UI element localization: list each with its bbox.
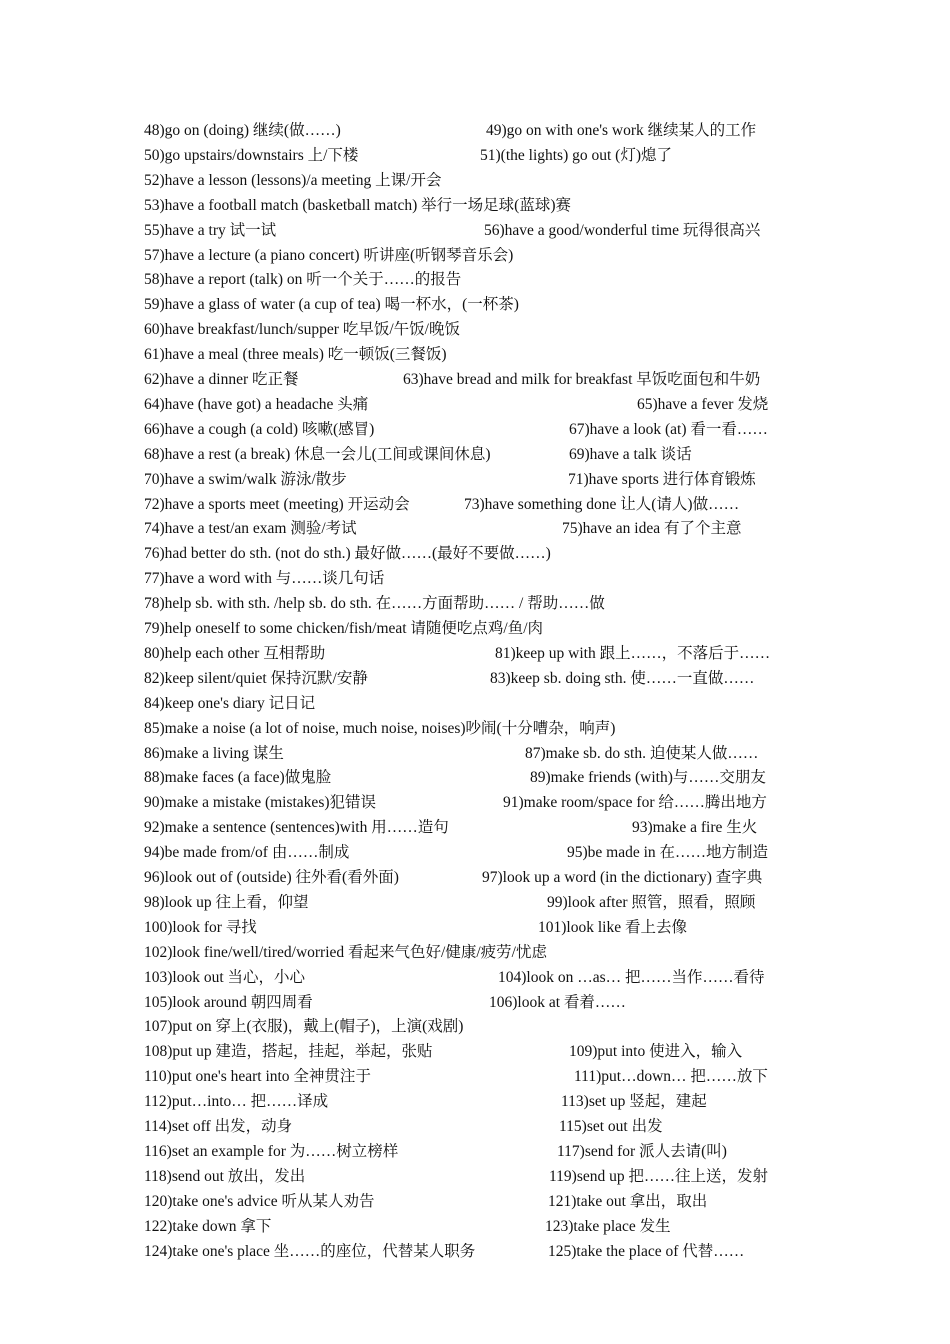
phrase-entry-right: 101)look like 看上去像	[538, 918, 687, 936]
phrase-entry-right: 93)make a fire 生火	[632, 819, 758, 837]
phrase-entry-right: 104)look on …as… 把……当作……看待	[498, 968, 765, 986]
phrase-entry-left: 53)have a football match (basketball match) 举行一场足球(蓝球)赛	[144, 196, 571, 214]
phrase-entry-right: 63)have bread and milk for breakfast 早饭吃面包和牛奶	[403, 371, 761, 388]
phrase-entry-left: 124)take one's place 坐……的座位，代替某人职务	[144, 1242, 476, 1260]
phrase-entry-left: 98)look up 往上看，仰望	[144, 893, 309, 911]
phrase-entry-left: 88)make faces (a face)做鬼脸	[144, 769, 332, 787]
phrase-entry-left: 64)have (have got) a headache 头痛	[144, 395, 369, 413]
phrase-entry-right: 99)look after 照管，照看，照顾	[547, 893, 756, 911]
phrase-entry-left: 80)help each other 互相帮助	[144, 644, 326, 662]
phrase-entry-right: 67)have a look (at) 看一看……	[569, 420, 768, 438]
phrase-entry-right: 111)put…down… 把……放下	[574, 1068, 768, 1086]
phrase-entry-left: 72)have a sports meet (meeting) 开运动会	[144, 495, 410, 513]
phrase-entry-left: 105)look around 朝四周看	[144, 993, 313, 1011]
phrase-entry-left: 114)set off 出发，动身	[144, 1118, 293, 1135]
phrase-entry-left: 102)look fine/well/tired/worried 看起来气色好/健康/疲劳/忧虑	[144, 943, 547, 961]
phrase-entry-left: 66)have a cough (a cold) 咳嗽(感冒)	[144, 420, 375, 438]
phrase-entry-left: 55)have a try 试一试	[144, 221, 277, 239]
phrase-entry-left: 118)send out 放出，发出	[144, 1167, 306, 1185]
phrase-entry-right: 97)look up a word (in the dictionary) 查字典	[482, 869, 763, 886]
phrase-entry-right: 69)have a talk 谈话	[569, 445, 692, 463]
phrase-entry-left: 79)help oneself to some chicken/fish/meat 请随便吃点鸡/鱼/肉	[144, 620, 544, 637]
phrase-entry-left: 59)have a glass of water (a cup of tea) 喝一杯水，(一杯茶)	[144, 296, 519, 314]
phrase-entry-left: 50)go upstairs/downstairs 上/下楼	[144, 146, 359, 164]
phrase-entry-left: 58)have a report (talk) on 听一个关于……的报告	[144, 271, 462, 289]
phrase-entry-right: 71)have sports 进行体育锻炼	[568, 470, 756, 488]
phrase-entry-left: 100)look for 寻找	[144, 918, 257, 936]
phrase-entry-left: 60)have breakfast/lunch/supper 吃早饭/午饭/晚饭	[144, 321, 460, 339]
phrase-entry-left: 52)have a lesson (lessons)/a meeting 上课/开会	[144, 171, 442, 189]
phrase-entry-left: 57)have a lecture (a piano concert) 听讲座(听钢琴音乐会)	[144, 246, 514, 264]
phrase-entry-right: 89)make friends (with)与……交朋友	[530, 769, 766, 787]
phrase-entry-left: 84)keep one's diary 记日记	[144, 694, 316, 712]
phrase-entry-left: 122)take down 拿下	[144, 1217, 272, 1235]
phrase-entry-left: 74)have a test/an exam 测验/考试	[144, 520, 357, 538]
phrase-entry-left: 120)take one's advice 听从某人劝告	[144, 1192, 375, 1210]
phrase-entry-left: 92)make a sentence (sentences)with 用……造句	[144, 819, 449, 837]
phrase-entry-right: 115)set out 出发	[559, 1118, 663, 1135]
phrase-entry-right: 113)set up 竖起，建起	[561, 1093, 707, 1111]
phrase-entry-left: 94)be made from/of 由……制成	[144, 844, 350, 862]
phrase-entry-right: 73)have something done 让人(请人)做……	[464, 495, 740, 513]
phrase-entry-right: 49)go on with one's work 继续某人的工作	[486, 122, 757, 139]
phrase-entry-right: 81)keep up with 跟上……，不落后于……	[495, 644, 771, 662]
phrase-entry-left: 68)have a rest (a break) 休息一会儿(工间或课间休息)	[144, 445, 491, 463]
phrase-entry-left: 108)put up 建造，搭起，挂起，举起，张贴	[144, 1043, 433, 1061]
phrase-entry-right: 95)be made in 在……地方制造	[567, 844, 769, 862]
phrase-entry-left: 70)have a swim/walk 游泳/散步	[144, 470, 347, 488]
phrase-entry-right: 125)take the place of 代替……	[548, 1242, 745, 1260]
phrase-entry-left: 85)make a noise (a lot of noise, much noise, noises)吵闹(十分嘈杂，响声)	[144, 719, 616, 737]
phrase-entry-left: 61)have a meal (three meals) 吃一顿饭(三餐饭)	[144, 346, 447, 364]
phrase-entry-right: 65)have a fever 发烧	[637, 395, 769, 413]
phrase-entry-right: 106)look at 看着……	[489, 993, 626, 1011]
phrase-entry-left: 82)keep silent/quiet 保持沉默/安静	[144, 669, 368, 687]
phrase-entry-left: 77)have a word with 与……谈几句话	[144, 570, 385, 588]
phrase-entry-left: 96)look out of (outside) 往外看(看外面)	[144, 869, 399, 886]
phrase-entry-left: 76)had better do sth. (not do sth.) 最好做……(最好不要做……)	[144, 545, 551, 563]
phrase-entry-right: 87)make sb. do sth. 迫使某人做……	[525, 744, 759, 762]
phrase-entry-right: 123)take place 发生	[545, 1217, 671, 1235]
phrase-entry-left: 116)set an example for 为……树立榜样	[144, 1142, 399, 1160]
phrase-entry-left: 86)make a living 谋生	[144, 744, 284, 762]
phrase-entry-right: 119)send up 把……往上送，发射	[549, 1167, 768, 1185]
phrase-entry-right: 75)have an idea 有了个主意	[562, 520, 742, 538]
phrase-entry-right: 117)send for 派人去请(叫)	[557, 1142, 727, 1160]
phrase-entry-left: 112)put…into… 把……译成	[144, 1093, 329, 1111]
phrase-entry-left: 110)put one's heart into 全神贯注于	[144, 1068, 371, 1086]
phrase-entry-left: 48)go on (doing) 继续(做……)	[144, 122, 341, 139]
phrase-entry-left: 62)have a dinner 吃正餐	[144, 371, 299, 388]
phrase-entry-right: 121)take out 拿出，取出	[548, 1192, 708, 1210]
phrase-entry-right: 51)(the lights) go out (灯)熄了	[480, 146, 673, 164]
phrase-entry-right: 109)put into 使进入，输入	[569, 1043, 743, 1061]
phrase-entry-right: 91)make room/space for 给……腾出地方	[503, 794, 767, 812]
phrase-entry-left: 103)look out 当心，小心	[144, 968, 306, 986]
phrase-entry-left: 78)help sb. with sth. /help sb. do sth. 在……方面帮助…… / 帮助……做	[144, 595, 605, 613]
phrase-entry-left: 107)put on 穿上(衣服)，戴上(帽子)，上演(戏剧)	[144, 1018, 464, 1036]
phrase-entry-right: 83)keep sb. doing sth. 使……一直做……	[490, 669, 755, 687]
phrase-entry-left: 90)make a mistake (mistakes)犯错误	[144, 794, 377, 812]
phrase-entry-right: 56)have a good/wonderful time 玩得很高兴	[484, 221, 761, 239]
